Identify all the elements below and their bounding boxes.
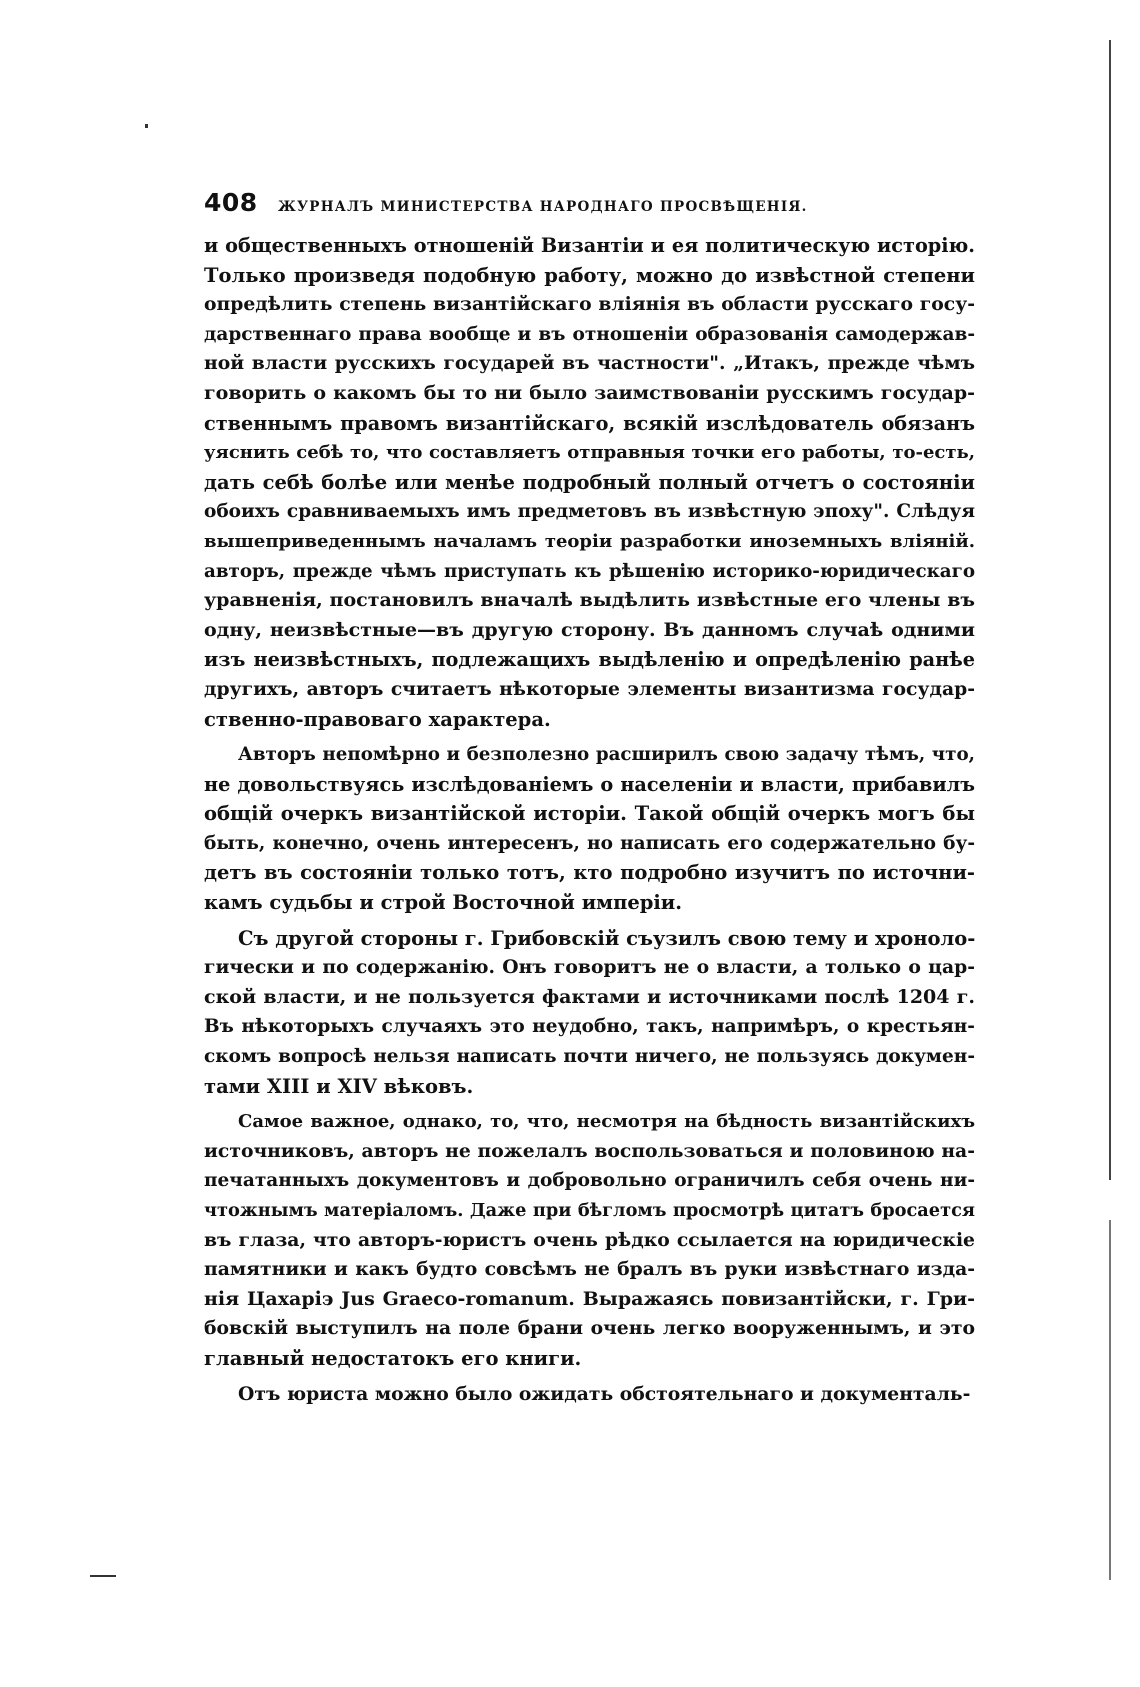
scan-speck <box>145 124 148 128</box>
text-line: Авторъ непомѣрно и безполезно расширилъ свою задачу тѣмъ, что, <box>238 744 975 766</box>
paragraph <box>204 1107 975 1373</box>
scan-mark <box>90 1575 116 1577</box>
text-line: уравненія, постановилъ вначалѣ выдѣлить извѣстные его члены въ <box>204 589 975 612</box>
text-line: источниковъ, авторъ не пожелалъ воспользоваться и половиною на- <box>204 1139 975 1162</box>
paragraph <box>204 1380 975 1410</box>
body-text <box>204 231 975 1409</box>
text-line: и общественныхъ отношеній Византіи и ея политическую исторію. <box>204 234 975 257</box>
text-line: изъ неизвѣстныхъ, подлежащихъ выдѣленію и опредѣленію ранѣе <box>204 648 975 672</box>
text-line: обоихъ сравниваемыхъ имъ предметовъ въ извѣстную эпоху". Слѣдуя <box>204 501 975 523</box>
text-line: быть, конечно, очень интересенъ, но написать его содержательно бу- <box>204 832 975 854</box>
paragraph <box>204 231 975 734</box>
text-line: нія Цахаріэ Jus Graeco-romanum. Выражаясь повизантійски, г. Гри- <box>204 1287 975 1310</box>
page-edge-shadow <box>1109 40 1111 1180</box>
text-line: бовскій выступилъ на поле брани очень легко вооруженнымъ, и это <box>204 1317 975 1340</box>
text-line: въ глаза, что авторъ-юристъ очень рѣдко ссылается на юридическіе <box>204 1228 975 1251</box>
text-line: не довольствуясь изслѣдованіемъ о населеніи и власти, прибавилъ <box>204 772 975 796</box>
paragraph <box>204 740 975 918</box>
page-number: 408 <box>204 188 258 217</box>
text-line: опредѣлить степень византійскаго вліянія въ области русскаго госу- <box>204 293 975 316</box>
text-line: чтожнымъ матеріаломъ. Даже при бѣгломъ просмотрѣ цитатъ бросается <box>204 1200 975 1221</box>
text-line: ной власти русскихъ государей въ частности". „Итакъ, прежде чѣмъ <box>204 352 975 375</box>
text-line: говорить о какомъ бы то ни было заимствованіи русскимъ государ- <box>204 381 975 404</box>
text-line: авторъ, прежде чѣмъ приступать къ рѣшенію историко-юридическаго <box>204 560 975 582</box>
text-line: дарственнаго права вообще и въ отношеніи образованія самодержав- <box>204 323 975 345</box>
page-edge-shadow-lower <box>1109 1220 1111 1580</box>
text-line: ственнымъ правомъ византійскаго, всякій изслѣдователь обязанъ <box>204 411 975 435</box>
text-line: Самое важное, однако, то, что, несмотря на бѣдность византійскихъ <box>238 1111 975 1133</box>
text-line: Въ нѣкоторыхъ случаяхъ это неудобно, такъ, напримѣръ, о крестьян- <box>204 1016 975 1038</box>
text-line: одну, неизвѣстные—въ другую сторону. Въ данномъ случаѣ одними <box>204 618 975 641</box>
text-line: уяснить себѣ то, что составляетъ отправныя точки его работы, то-есть, <box>204 442 975 464</box>
text-line: детъ въ состояніи только тотъ, кто подробно изучитъ по источни- <box>204 861 975 885</box>
text-line: камъ судьбы и строй Восточной имперіи. <box>204 891 683 915</box>
running-head <box>204 188 975 217</box>
text-line: дать себѣ болѣе или менѣе подробный полный отчетъ о состояніи <box>204 470 975 494</box>
text-line: Отъ юриста можно было ожидать обстоятельнаго и документаль- <box>238 1382 971 1405</box>
text-line: главный недостатокъ его книги. <box>204 1346 582 1370</box>
text-line: скомъ вопросѣ нельзя написать почти ничего, не пользуясь докумен- <box>204 1046 975 1068</box>
text-line: Съ другой стороны г. Грибовскій съузилъ свою тему и хроноло- <box>238 926 976 950</box>
text-line: общій очеркъ византійской исторіи. Такой общій очеркъ могъ бы <box>204 802 975 826</box>
text-line: другихъ, авторъ считаетъ нѣкоторые элементы византизма государ- <box>204 677 975 700</box>
paragraph <box>204 924 975 1102</box>
book-page <box>204 188 975 1409</box>
text-line: памятники и какъ будто совсѣмъ не бралъ въ руки извѣстнаго изда- <box>204 1258 975 1281</box>
journal-title: ЖУРНАЛЪ МИНИСТЕРСТВА НАРОДНАГО ПРОСВѢЩЕНІЯ. <box>278 199 808 215</box>
text-line: ственно-правоваго характера. <box>204 707 551 731</box>
text-line: гически и по содержанію. Онъ говоритъ не о власти, а только о цар- <box>204 956 975 979</box>
text-line: тами XIII и XIV вѣковъ. <box>204 1074 474 1098</box>
text-line: Только произведя подобную работу, можно до извѣстной степени <box>204 263 975 287</box>
text-line: ской власти, и не пользуется фактами и источниками послѣ 1204 г. <box>204 985 975 1008</box>
text-line: вышеприведеннымъ началамъ теоріи разработки иноземныхъ вліяній. <box>204 530 975 552</box>
text-line: печатанныхъ документовъ и добровольно ограничилъ себя очень ни- <box>204 1170 975 1192</box>
